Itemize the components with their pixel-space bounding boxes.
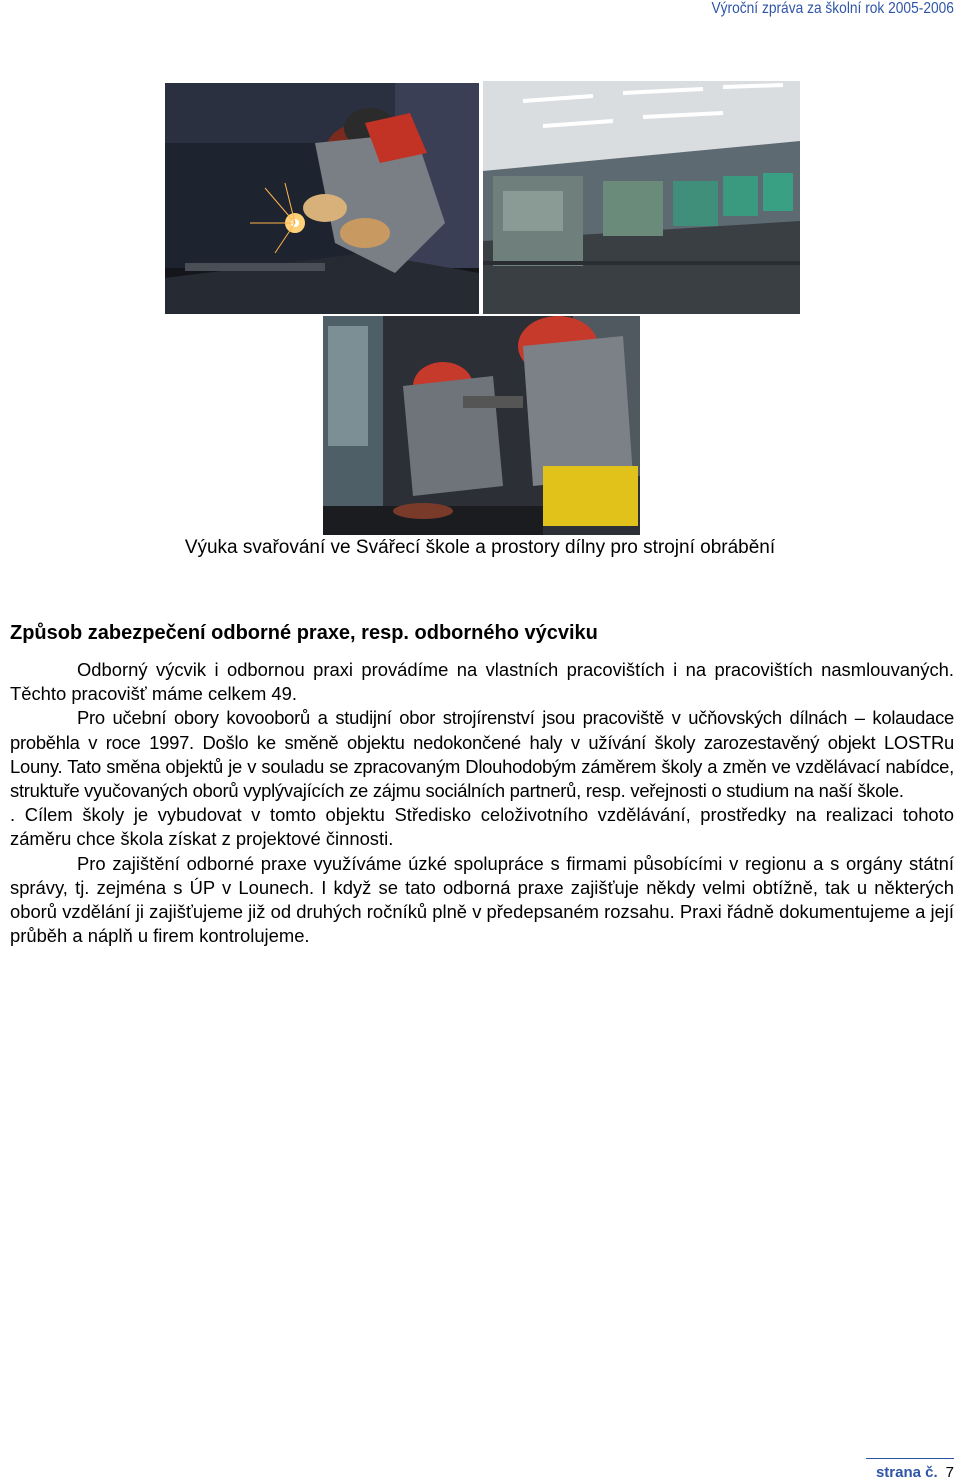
section-body [10,658,954,948]
paragraph-workshops: Pro učební obory kovooborů a studijní obor strojírenství jsou pracoviště v učňovských dílnách – kolaudace proběhla v roce 1997. Došlo ke směně objektu nedokončené haly v užívání školy zarozestavěný objekt LOSTRu Louny. Tato směna objektů je v souladu se zpracovaným Dlouhodobým záměrem školy a změn ve vzdělávací nabídce, struktuře vyučovaných oborů vyplývajících ze zájmu sociálních partnerů, resp. veřejnosti o studium na naší škole. [10,707,954,802]
page-label: strana č. [875,1464,938,1481]
section-heading: Způsob zabezpečení odborné praxe, resp. odborného výcviku [10,622,598,644]
paragraph-practice-cooperation: Pro zajištění odborné praxe využíváme úzké spolupráce s firmami působícími v regionu a s orgány státní správy, tj. zejména s ÚP v Lounech. I když se tato odborná praxe zajišťuje někdy velmi obtížně, tak u některých oborů vzdělání ji zajišťujeme již od druhých ročníků plně v předepsaném rozsahu. Praxi řádně dokumentujeme a její průběh a náplň u firem kontrolujeme. [10,852,954,947]
welding-students-photo [323,316,640,535]
paragraph-workplaces: Odborný výcvik i odbornou praxi provádíme na vlastních pracovištích i na pracovištích nasmlouvaných. Těchto pracovišť máme celkem 49. [10,659,954,705]
paragraph-lifelong-learning: . Cílem školy je vybudovat v tomto objektu Středisko celoživotního vzdělávání, prostředky na realizaci tohoto záměru chce škola získat z projektové činnosti. [10,804,954,850]
page-number: 7 [945,1464,954,1481]
welding-student-photo [165,83,479,314]
machine-workshop-photo [483,81,800,314]
page-footer [876,1464,954,1482]
photo-caption: Výuka svařování ve Svářecí škole a prostory dílny pro strojní obrábění [184,537,776,558]
report-header-title: Výroční zpráva za školní rok 2005-2006 [711,0,954,17]
footer-divider [866,1458,954,1459]
